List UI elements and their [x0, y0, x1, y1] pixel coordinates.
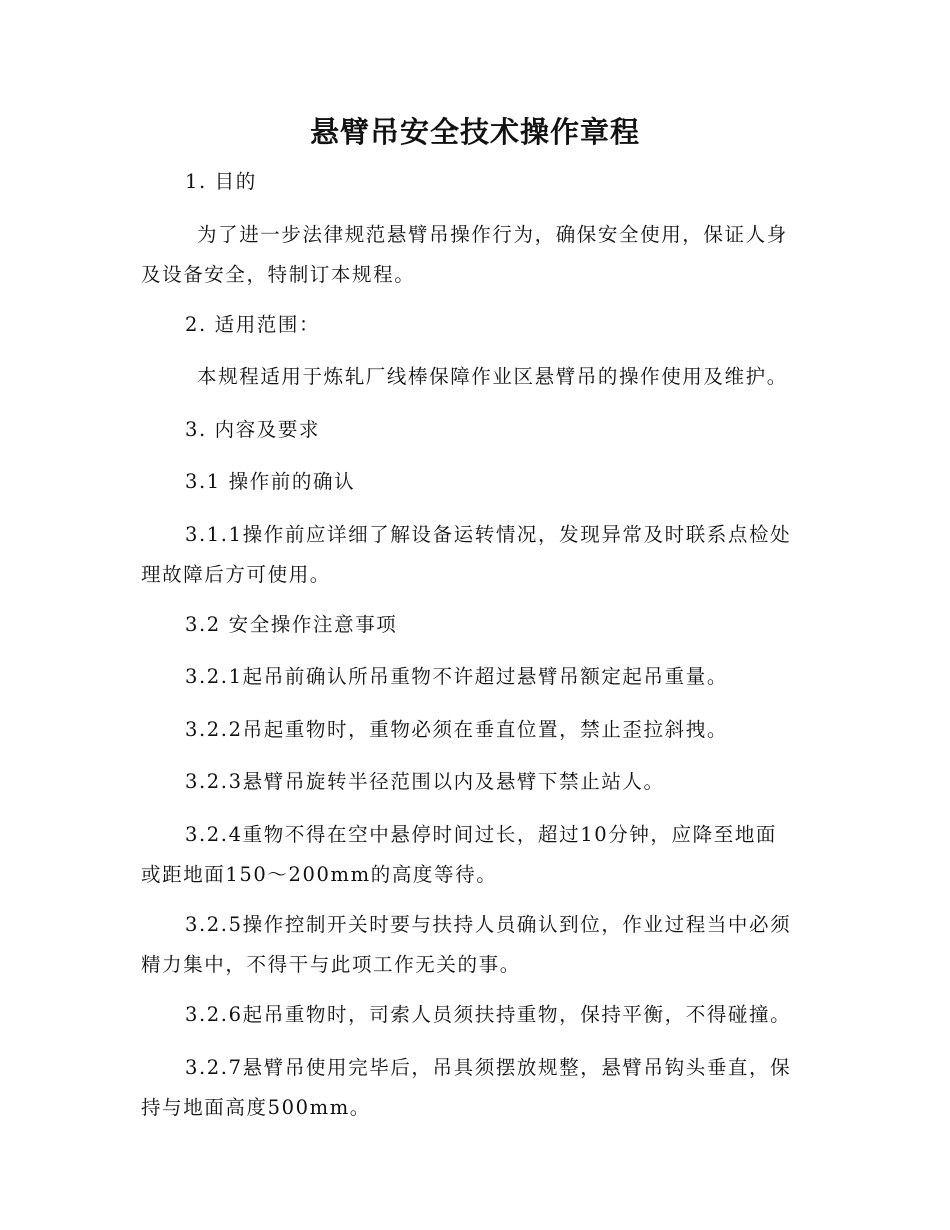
paragraph-3-2-2	[141, 710, 816, 750]
paragraph-line: 2. 适用范围：	[185, 313, 321, 336]
document-title: 悬臂吊安全技术操作章程	[309, 115, 640, 149]
paragraph-3-2-4	[141, 815, 816, 895]
paragraph-line: 3.2.6起吊重物时，司索人员须扶持重物，保持平衡，不得碰撞。	[185, 1003, 792, 1026]
paragraph-line: 3.2 安全操作注意事项	[185, 613, 398, 636]
paragraph-purpose	[141, 215, 816, 295]
paragraph-line: 持与地面高度500mm。	[141, 1096, 371, 1119]
paragraph-section-3-heading	[141, 410, 816, 450]
paragraph-line: 1. 目的	[185, 170, 257, 193]
paragraph-line: 3. 内容及要求	[185, 418, 321, 441]
paragraph-section-3-2-heading	[141, 605, 816, 645]
paragraph-line: 或距地面150～200mm的高度等待。	[141, 863, 498, 886]
paragraph-line: 精力集中，不得干与此项工作无关的事。	[141, 953, 521, 976]
paragraph-line: 3.1 操作前的确认	[185, 470, 356, 493]
paragraph-section-1-heading	[141, 162, 816, 202]
paragraph-line: 3.1.1操作前应详细了解设备运转情况，发现异常及时联系点检处	[185, 523, 792, 546]
paragraph-3-2-3	[141, 762, 816, 802]
paragraph-3-2-6	[141, 995, 816, 1035]
paragraph-scope	[141, 357, 816, 397]
paragraph-line: 3.2.4重物不得在空中悬停时间过长，超过10分钟，应降至地面	[185, 823, 778, 846]
paragraph-line: 3.2.7悬臂吊使用完毕后，吊具须摆放规整，悬臂吊钩头垂直，保	[185, 1056, 792, 1079]
paragraph-line: 3.2.1起吊前确认所吊重物不许超过悬臂吊额定起吊重量。	[185, 665, 728, 688]
paragraph-3-2-5	[141, 905, 816, 985]
paragraph-line: 3.2.5操作控制开关时要与扶持人员确认到位，作业过程当中必须	[185, 913, 792, 936]
paragraph-line: 理故障后方可使用。	[141, 563, 331, 586]
paragraph-section-2-heading	[141, 305, 816, 345]
paragraph-line: 及设备安全，特制订本规程。	[141, 263, 416, 286]
paragraph-line: 为了进一步法律规范悬臂吊操作行为，确保安全使用，保证人身	[197, 223, 788, 246]
paragraph-3-1-1	[141, 515, 816, 595]
paragraph-line: 3.2.2吊起重物时，重物必须在垂直位置，禁止歪拉斜拽。	[185, 718, 728, 741]
paragraph-3-2-1	[141, 657, 816, 697]
paragraph-line: 3.2.3悬臂吊旋转半径范围以内及悬臂下禁止站人。	[185, 770, 665, 793]
paragraph-section-3-1-heading	[141, 462, 816, 502]
paragraph-line: 本规程适用于炼轧厂线棒保障作业区悬臂吊的操作使用及维护。	[197, 365, 788, 388]
paragraph-3-2-7	[141, 1048, 816, 1128]
